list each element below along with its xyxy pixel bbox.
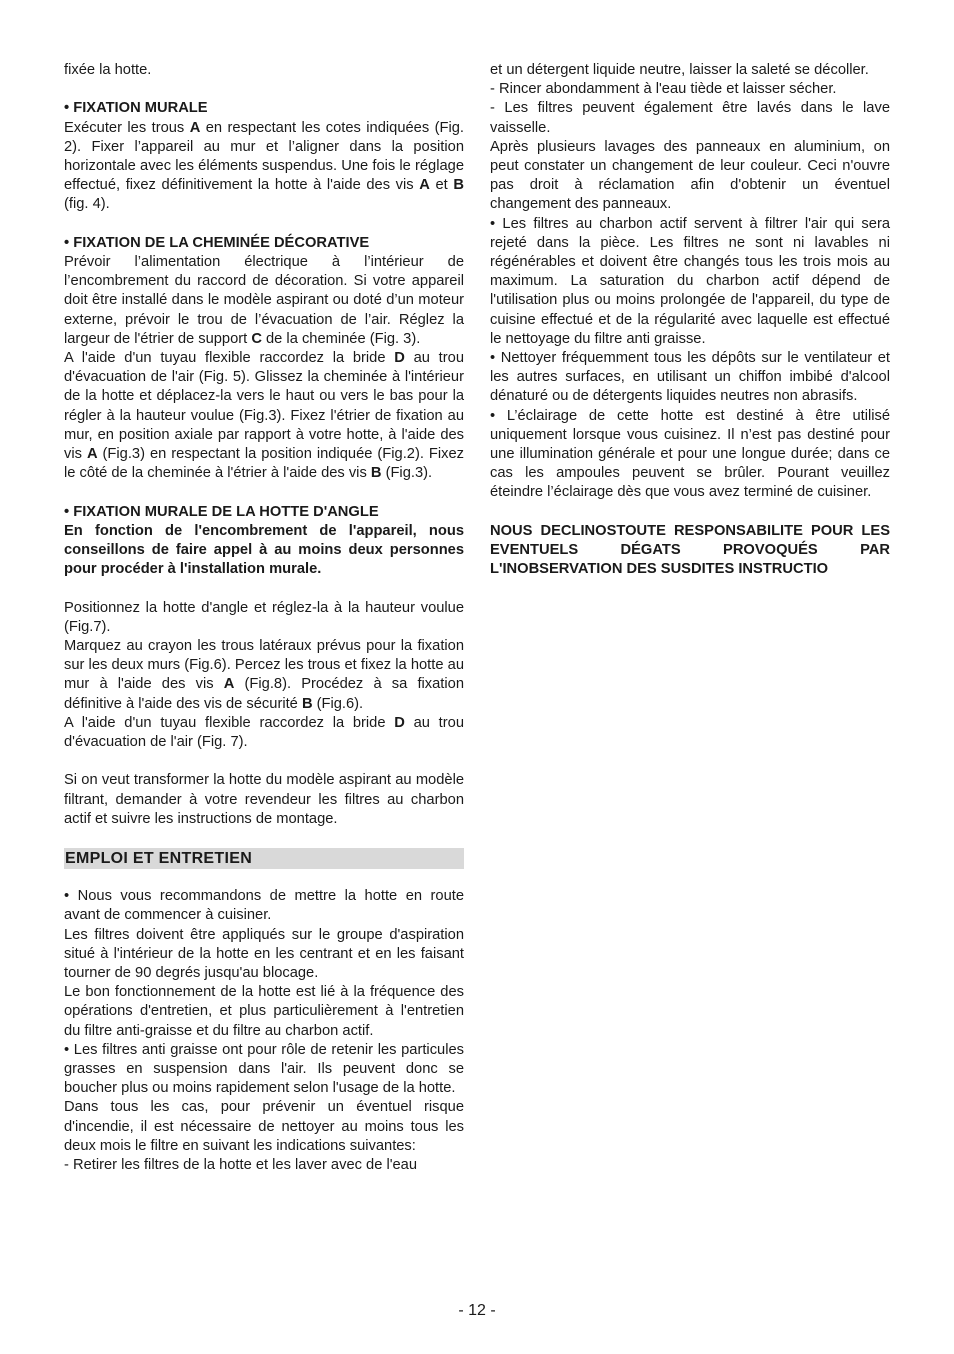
paragraph-angle-3: A l'aide d'un tuyau flexible raccordez la bride D au trou d'évacuation de l'air (Fig. 7). [64, 714, 464, 751]
paragraph-angle-2: Marquez au crayon les trous latéraux prévus pour la fixation sur les deux murs (Fig.6). Percez les trous et fixez la hotte au mur à l'aide des vis A (Fig.8). Procédez à sa fixation définitive à l'aide des vis de sécurité B (Fig.6). [64, 638, 464, 712]
paragraph-right-4: Après plusieurs lavages des panneaux en aluminium, on peut constater un changement de leur couleur. Ceci n'ouvre pas droit à réclamation afin d'obtenir un éventuel changement des panneaux. [490, 138, 890, 213]
left-column [64, 61, 464, 1175]
intro-text: fixée la hotte. [64, 62, 152, 78]
heading-fixation-angle: • FIXATION MURALE DE LA HOTTE D'ANGLE [64, 503, 379, 520]
page-number: - 12 - [458, 1302, 496, 1319]
paragraph-right-2: - Rincer abondamment à l'eau tiède et laisser sécher. [490, 81, 837, 98]
paragraph-cheminee-1: Prévoir l’alimentation électrique à l’intérieur de l’encombrement du raccord de décoration. Si votre appareil doit être installé dans le modèle aspirant ou doté d’un moteur externe, prévoir le trou de l’évacuation de l’air. Réglez la largeur de l'étrier de support C de la cheminée (Fig. 3). [64, 254, 464, 347]
paragraph-emploi-6: - Retirer les filtres de la hotte et les laver avec de l'eau [64, 1157, 418, 1174]
paragraph-emploi-4: • Les filtres anti graisse ont pour rôle de retenir les particules grasses en suspension dans l'air. Ils peuvent donc se boucher plus ou moins rapidement selon l'usage de la hotte. [64, 1041, 464, 1097]
section-heading-emploi: EMPLOI ET ENTRETIEN [64, 848, 464, 869]
paragraph-fixation-murale: Exécuter les trous A en respectant les cotes indiquées (Fig. 2). Fixer l’appareil au mur et l’aligner dans la position horizontale avec les éléments suspendus. Une fois le réglage effectué, fixez définitivement la hotte à l'aide des vis A et B (fig. 4). [64, 119, 464, 213]
heading-fixation-cheminee: • FIXATION DE LA CHEMINÉE DÉCORATIVE [64, 234, 370, 251]
paragraph-cheminee-2: A l'aide d'un tuyau flexible raccordez la bride D au trou d'évacuation de l'air (Fig. 5). Glissez la cheminée à l'intérieur de la hotte et déplacez-la vers le haut ou vers le bas pour la régler à la hauteur voulue (Fig.3). Fixez l'étrier de fixation au mur, en position axiale par rapport à votre hotte, à l'aide des vis A (Fig.3) en respectant la position indiquée (Fig.2). Fixez le côté de la cheminée à l'étrier à l'aide des vis B (Fig.3). [64, 350, 464, 482]
paragraph-right-6: • Nettoyer fréquemment tous les dépôts sur le ventilateur et les autres surfaces, en utilisant un chiffon imbibé d'alcool dénaturé ou de détergents liquides neutres non abrasifs. [490, 350, 890, 405]
paragraph-emploi-3: Le bon fonctionnement de la hotte est lié à la fréquence des opérations d'entretien, et plus particulièrement à l'entretien du filtre anti-graisse et du filtre au charbon actif. [64, 984, 464, 1039]
paragraph-right-3: - Les filtres peuvent également être lavés dans le lave vaisselle. [490, 100, 890, 136]
paragraph-right-5: • Les filtres au charbon actif servent à filtrer l'air qui sera rejeté dans la pièce. Les filtres ne sont ni lavables ni régénérables et doivent être changés tous les trois mois au maximum. La saturation du charbon actif dépend de l'utilisation plus ou moins prolongée de l'appareil, du type de cuisine effectué et de la régularité avec laquelle est effectué le nettoyage du filtre anti graisse. [490, 215, 890, 347]
paragraph-filtrant: Si on veut transformer la hotte du modèle aspirant au modèle filtrant, demander à votre revendeur les filtres au charbon actif et suivre les instructions de montage. [64, 772, 464, 827]
paragraph-right-7: • L’éclairage de cette hotte est destiné à être utilisé uniquement lorsque vous cuisinez. Il n’est pas destiné pour une illumination générale et pour une longue durée; dans ce cas les ampoules peuvent se brûler. Pourant veuillez éteindre l’éclairage dès que vous avez terminé de cuisiner. [490, 407, 890, 501]
paragraph-emploi-2: Les filtres doivent être appliqués sur le groupe d'aspiration situé à l'intérieur de la hotte en les centrant et en les faisant tourner de 90 degrés jusqu'au blocage. [64, 926, 464, 982]
paragraph-angle-1: Positionnez la hotte d'angle et réglez-la à la hauteur voulue (Fig.7). [64, 599, 464, 635]
paragraph-right-1: et un détergent liquide neutre, laisser la saleté se décoller. [490, 62, 869, 78]
paragraph-emploi-1: • Nous vous recommandons de mettre la hotte en route avant de commencer à cuisiner. [64, 888, 464, 924]
right-column [490, 61, 890, 579]
paragraph-emploi-5: Dans tous les cas, pour prévenir un éventuel risque d'incendie, il est nécessaire de nettoyer au moins tous les deux mois le filtre en suivant les indications suivantes: [64, 1099, 464, 1154]
liability-disclaimer: NOUS DECLINOSTOUTE RESPONSABILITE POUR LES EVENTUELS DÉGATS PROVOQUÉS PAR L'INOBSERVATION DES SUSDITES INSTRUCTIO [490, 522, 890, 578]
safety-advice: En fonction de l'encombrement de l'appareil, nous conseillons de faire appel à au moins deux personnes pour procéder à l'installation murale. [64, 522, 464, 578]
heading-fixation-murale: • FIXATION MURALE [64, 100, 208, 117]
